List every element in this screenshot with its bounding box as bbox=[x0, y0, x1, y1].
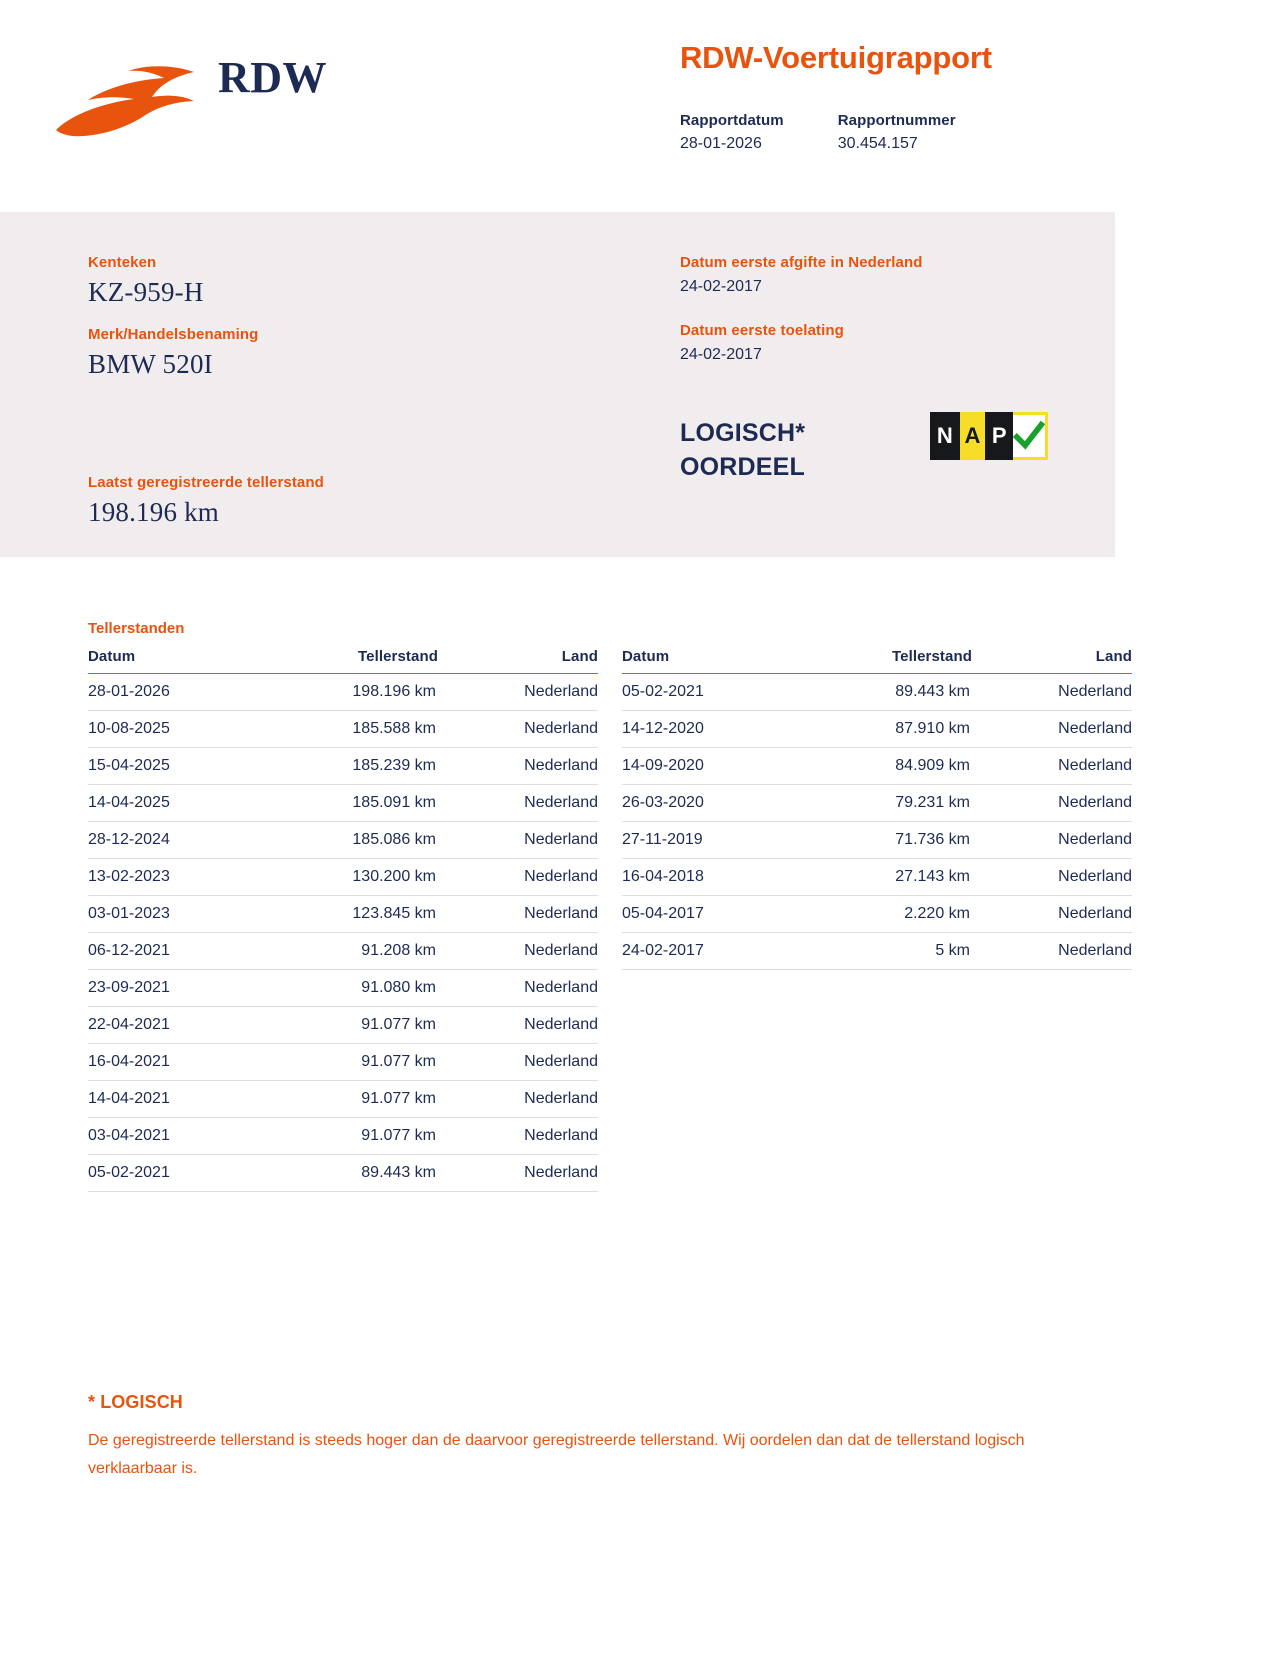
cell-date: 10-08-2025 bbox=[88, 711, 258, 748]
make-value: BMW 520I bbox=[88, 349, 213, 379]
cell-country: Nederland bbox=[972, 785, 1132, 822]
report-date-value: 28-01-2026 bbox=[680, 135, 762, 152]
table-row bbox=[88, 822, 598, 859]
table-row bbox=[622, 748, 1132, 785]
last-odometer-label: Laatst geregistreerde tellerstand bbox=[88, 474, 324, 491]
cell-country: Nederland bbox=[972, 822, 1132, 859]
rdw-logo bbox=[48, 28, 348, 148]
table-row bbox=[88, 674, 598, 711]
cell-date: 24-02-2017 bbox=[622, 933, 792, 970]
column-header-date: Datum bbox=[622, 648, 792, 674]
licence-plate-value: KZ-959-H bbox=[88, 277, 204, 307]
cell-odometer: 91.208 km bbox=[258, 933, 438, 970]
licence-plate-label: Kenteken bbox=[88, 254, 157, 271]
nap-logo bbox=[930, 412, 1048, 460]
cell-odometer: 123.845 km bbox=[258, 896, 438, 933]
cell-country: Nederland bbox=[438, 1118, 598, 1155]
table-row bbox=[622, 711, 1132, 748]
cell-date: 05-02-2021 bbox=[622, 674, 792, 711]
cell-date: 16-04-2018 bbox=[622, 859, 792, 896]
last-odometer-value: 198.196 km bbox=[88, 497, 220, 527]
cell-date: 05-04-2017 bbox=[622, 896, 792, 933]
cell-country: Nederland bbox=[972, 859, 1132, 896]
table-row bbox=[88, 1081, 598, 1118]
judgement-line-2: OORDEEL bbox=[680, 452, 806, 481]
check-mark-icon bbox=[1013, 415, 1045, 457]
table-row bbox=[88, 859, 598, 896]
cell-odometer: 89.443 km bbox=[792, 674, 972, 711]
cell-date: 27-11-2019 bbox=[622, 822, 792, 859]
table-header-row bbox=[88, 648, 598, 674]
table-row bbox=[88, 711, 598, 748]
footnote-text: De geregistreerde tellerstand is steeds hoger dan de daarvoor geregistreerde tellerstand. Wij oordelen dan dat de tellerstand logisch verklaarbaar is. bbox=[88, 1432, 1025, 1477]
cell-date: 16-04-2021 bbox=[88, 1044, 258, 1081]
first-admission-label: Datum eerste toelating bbox=[680, 322, 844, 339]
cell-date: 15-04-2025 bbox=[88, 748, 258, 785]
cell-date: 13-02-2023 bbox=[88, 859, 258, 896]
make-label: Merk/Handelsbenaming bbox=[88, 326, 259, 343]
cell-country: Nederland bbox=[438, 1044, 598, 1081]
cell-country: Nederland bbox=[438, 674, 598, 711]
cell-country: Nederland bbox=[972, 933, 1132, 970]
cell-date: 23-09-2021 bbox=[88, 970, 258, 1007]
judgement-line-1: LOGISCH* bbox=[680, 419, 806, 447]
cell-odometer: 130.200 km bbox=[258, 859, 438, 896]
report-number-label: Rapportnummer bbox=[837, 112, 956, 129]
cell-date: 14-12-2020 bbox=[622, 711, 792, 748]
cell-odometer: 89.443 km bbox=[258, 1155, 438, 1192]
cell-odometer: 71.736 km bbox=[792, 822, 972, 859]
table-row bbox=[88, 748, 598, 785]
odometer-section-title: Tellerstanden bbox=[88, 620, 185, 637]
cell-date: 26-03-2020 bbox=[622, 785, 792, 822]
cell-odometer: 2.220 km bbox=[792, 896, 972, 933]
last-odometer-block bbox=[88, 474, 324, 546]
cell-country: Nederland bbox=[438, 859, 598, 896]
report-date-label: Rapportdatum bbox=[680, 112, 784, 129]
nap-letter-n: N bbox=[930, 412, 960, 460]
cell-odometer: 198.196 km bbox=[258, 674, 438, 711]
judgement-block bbox=[680, 417, 805, 485]
table-row bbox=[88, 970, 598, 1007]
page-title: RDW-Voertuigrapport bbox=[680, 40, 992, 75]
table-row bbox=[622, 822, 1132, 859]
nap-letter-p: P bbox=[985, 412, 1013, 460]
column-header-country: Land bbox=[972, 648, 1132, 674]
cell-country: Nederland bbox=[438, 896, 598, 933]
table-row bbox=[88, 896, 598, 933]
cell-date: 14-04-2025 bbox=[88, 785, 258, 822]
cell-country: Nederland bbox=[972, 711, 1132, 748]
cell-odometer: 91.077 km bbox=[258, 1118, 438, 1155]
cell-odometer: 91.077 km bbox=[258, 1044, 438, 1081]
cell-date: 28-01-2026 bbox=[88, 674, 258, 711]
cell-date: 14-09-2020 bbox=[622, 748, 792, 785]
report-number-value: 30.454.157 bbox=[837, 135, 918, 152]
cell-odometer: 185.091 km bbox=[258, 785, 438, 822]
table-row bbox=[622, 785, 1132, 822]
cell-odometer: 91.077 km bbox=[258, 1007, 438, 1044]
table-row bbox=[622, 859, 1132, 896]
cell-date: 06-12-2021 bbox=[88, 933, 258, 970]
cell-date: 22-04-2021 bbox=[88, 1007, 258, 1044]
cell-country: Nederland bbox=[438, 785, 598, 822]
table-row bbox=[88, 1007, 598, 1044]
vehicle-identity-block bbox=[88, 254, 258, 398]
cell-odometer: 87.910 km bbox=[792, 711, 972, 748]
footnote-title: * LOGISCH bbox=[88, 1392, 183, 1412]
first-issue-nl-value: 24-02-2017 bbox=[680, 278, 762, 295]
table-row bbox=[88, 1118, 598, 1155]
cell-country: Nederland bbox=[438, 822, 598, 859]
odometer-table-right bbox=[622, 648, 1132, 970]
cell-odometer: 185.086 km bbox=[258, 822, 438, 859]
nap-letter-a: A bbox=[960, 412, 986, 460]
document-header bbox=[0, 0, 1280, 210]
cell-odometer: 27.143 km bbox=[792, 859, 972, 896]
cell-date: 03-01-2023 bbox=[88, 896, 258, 933]
cell-country: Nederland bbox=[438, 748, 598, 785]
first-issue-nl-label: Datum eerste afgifte in Nederland bbox=[680, 254, 923, 271]
cell-odometer: 5 km bbox=[792, 933, 972, 970]
table-row bbox=[88, 1044, 598, 1081]
report-meta bbox=[680, 112, 1010, 153]
cell-country: Nederland bbox=[438, 970, 598, 1007]
cell-country: Nederland bbox=[438, 1081, 598, 1118]
cell-date: 05-02-2021 bbox=[88, 1155, 258, 1192]
cell-odometer: 84.909 km bbox=[792, 748, 972, 785]
cell-country: Nederland bbox=[438, 1007, 598, 1044]
cell-country: Nederland bbox=[972, 748, 1132, 785]
cell-country: Nederland bbox=[438, 711, 598, 748]
footnote-logisch bbox=[88, 1392, 1088, 1483]
column-header-odometer: Tellerstand bbox=[258, 648, 438, 674]
cell-country: Nederland bbox=[972, 674, 1132, 711]
rdw-flame-icon bbox=[48, 66, 198, 144]
column-header-date: Datum bbox=[88, 648, 258, 674]
column-header-odometer: Tellerstand bbox=[792, 648, 972, 674]
table-row bbox=[622, 674, 1132, 711]
cell-odometer: 91.077 km bbox=[258, 1081, 438, 1118]
table-row bbox=[622, 896, 1132, 933]
vehicle-summary-panel bbox=[0, 212, 1115, 557]
table-row bbox=[88, 785, 598, 822]
first-admission-value: 24-02-2017 bbox=[680, 346, 762, 363]
report-number-block bbox=[838, 112, 956, 153]
table-row bbox=[622, 933, 1132, 970]
rdw-logo-text: RDW bbox=[218, 53, 328, 102]
table-row bbox=[88, 1155, 598, 1192]
cell-country: Nederland bbox=[438, 933, 598, 970]
report-date-block bbox=[680, 112, 784, 153]
cell-date: 28-12-2024 bbox=[88, 822, 258, 859]
vehicle-dates-block bbox=[680, 254, 923, 390]
column-header-country: Land bbox=[438, 648, 598, 674]
table-header-row bbox=[622, 648, 1132, 674]
cell-odometer: 185.588 km bbox=[258, 711, 438, 748]
cell-country: Nederland bbox=[438, 1155, 598, 1192]
cell-odometer: 79.231 km bbox=[792, 785, 972, 822]
cell-date: 14-04-2021 bbox=[88, 1081, 258, 1118]
odometer-table-left bbox=[88, 648, 598, 1192]
cell-date: 03-04-2021 bbox=[88, 1118, 258, 1155]
cell-odometer: 91.080 km bbox=[258, 970, 438, 1007]
cell-odometer: 185.239 km bbox=[258, 748, 438, 785]
table-row bbox=[88, 933, 598, 970]
cell-country: Nederland bbox=[972, 896, 1132, 933]
